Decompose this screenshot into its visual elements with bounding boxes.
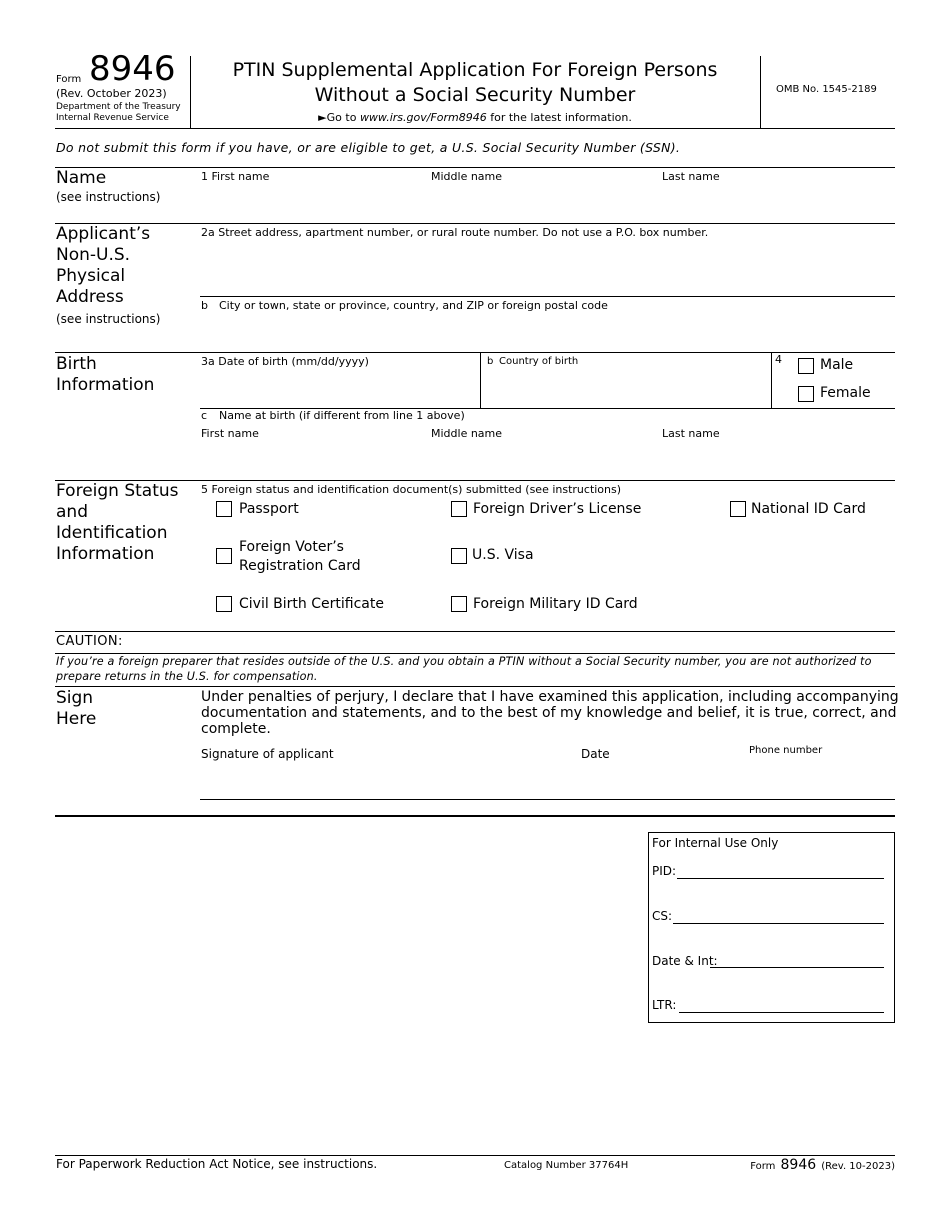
irs-url-link[interactable]: www.irs.gov/Form8946 [359, 111, 487, 124]
form-title-line2: Without a Social Security Number [314, 84, 636, 106]
internal-use-title: For Internal Use Only [652, 836, 779, 850]
declaration-line2: documentation and statements, and to the best of my knowledge and belief, it is true, correct, and [201, 705, 897, 721]
form-title [191, 58, 759, 108]
cs-input[interactable] [675, 906, 882, 922]
signature-line [200, 799, 895, 800]
declaration-line1: Under penalties of perjury, I declare that I have examined this application, including accompanying [201, 689, 899, 705]
notice-bottom-rule [55, 167, 895, 168]
last-name-label: Last name [662, 170, 720, 183]
address-title-line1: Applicant’s [56, 224, 151, 244]
us-visa-checkbox[interactable] [451, 548, 467, 564]
date-int-label: Date & Int: [652, 954, 718, 968]
female-checkbox[interactable] [798, 386, 814, 402]
phone-number-input[interactable] [749, 765, 891, 797]
first-name-input[interactable] [201, 190, 421, 218]
form-number: 8946 [89, 49, 176, 89]
cs-label: CS: [652, 909, 673, 923]
irs-line: Internal Revenue Service [56, 113, 169, 123]
arrow-right-icon: ► [318, 111, 327, 124]
foreign-title-line4: Information [56, 544, 155, 564]
ltr-label: LTR: [652, 998, 677, 1012]
foreign-section-title [56, 481, 179, 565]
gender-divider [771, 352, 772, 408]
internal-use-box [648, 832, 895, 1023]
middle-name-input[interactable] [431, 190, 651, 218]
passport-checkbox[interactable] [216, 501, 232, 517]
address-section-title [56, 224, 150, 308]
voter-card-label-line1: Foreign Voter’s [239, 539, 344, 555]
footer-form-number: 8946 [780, 1157, 817, 1173]
omb-number: OMB No. 1545-2189 [776, 84, 877, 95]
dob-label: 3a Date of birth (mm/dd/yyyy) [201, 355, 369, 368]
gender-line-number: 4 [775, 353, 782, 366]
date-int-line [710, 967, 884, 968]
goto-instruction [191, 111, 759, 124]
catalog-number: Catalog Number 37764H [504, 1160, 629, 1171]
footer-form-word: Form [750, 1161, 776, 1172]
street-address-input[interactable] [201, 246, 891, 290]
sign-bottom-rule [55, 815, 895, 817]
signature-input[interactable] [201, 765, 571, 797]
caution-title: CAUTION: [56, 634, 123, 649]
sign-title-line2: Here [56, 709, 97, 729]
ltr-input[interactable] [681, 995, 882, 1011]
date-int-input[interactable] [712, 950, 882, 966]
birth-certificate-label: Civil Birth Certificate [239, 596, 384, 612]
caution-text-line1: If you’re a foreign preparer that resides outside of the U.S. and you obtain a PTIN without a Social Security number, you are not authorized to [56, 655, 872, 668]
voter-card-label-line2: Registration Card [239, 558, 361, 574]
foreign-docs-label: 5 Foreign status and identification document(s) submitted (see instructions) [201, 483, 622, 496]
address-title-line3: Physical [56, 266, 126, 286]
date-label: Date [581, 747, 610, 761]
header-bottom-rule [55, 128, 895, 129]
birth-title-line2: Information [56, 375, 155, 395]
last-name-input[interactable] [662, 190, 892, 218]
street-bottom-rule [200, 296, 895, 297]
birthname-letter: c [201, 409, 208, 422]
city-label-letter: b [201, 299, 208, 312]
footer-revision: (Rev. 10-2023) [821, 1161, 895, 1172]
header-divider-right [760, 56, 761, 128]
perjury-declaration [201, 689, 899, 737]
address-bottom-rule [55, 352, 895, 353]
birth-first-name-input[interactable] [201, 446, 421, 474]
male-checkbox[interactable] [798, 358, 814, 374]
national-id-checkbox[interactable] [730, 501, 746, 517]
birth-middle-name-input[interactable] [431, 446, 651, 474]
middle-name-label: Middle name [431, 170, 503, 183]
first-name-label: 1 First name [201, 170, 270, 183]
national-id-label: National ID Card [751, 501, 866, 517]
drivers-license-label: Foreign Driver’s License [473, 501, 642, 517]
dob-input[interactable] [201, 374, 473, 404]
foreign-title-line1: Foreign Status [56, 481, 179, 501]
birth-section-title [56, 354, 154, 396]
drivers-license-checkbox[interactable] [451, 501, 467, 517]
birth-last-name-input[interactable] [662, 446, 892, 474]
form-word: Form [56, 74, 82, 85]
foreign-title-line2: and [56, 502, 88, 522]
birth-middle-name-label: Middle name [431, 427, 503, 440]
country-of-birth-label: Country of birth [499, 356, 579, 367]
name-bottom-rule [55, 223, 895, 224]
name-section-title: Name [56, 168, 107, 188]
military-id-checkbox[interactable] [451, 596, 467, 612]
caution-text-line2: prepare returns in the U.S. for compensation. [56, 670, 318, 683]
address-title-line2: Non-U.S. [56, 245, 131, 265]
paperwork-notice: For Paperwork Reduction Act Notice, see instructions. [56, 1157, 378, 1171]
name-section-subtitle: (see instructions) [56, 190, 161, 204]
pid-input[interactable] [679, 861, 882, 877]
birth-bottom-rule [55, 480, 895, 481]
country-of-birth-input[interactable] [487, 374, 765, 404]
sign-section-title [56, 688, 96, 730]
ltr-line [679, 1012, 884, 1013]
birth-title-line1: Birth [56, 354, 97, 374]
address-title-line4: Address [56, 287, 124, 307]
foreign-bottom-rule [55, 631, 895, 632]
street-address-label: 2a Street address, apartment number, or rural route number. Do not use a P.O. box number. [201, 226, 709, 239]
foreign-title-line3: Identification [56, 523, 168, 543]
birth-last-name-label: Last name [662, 427, 720, 440]
birthname-label: Name at birth (if different from line 1 above) [219, 409, 465, 422]
pid-line [677, 878, 884, 879]
voter-card-checkbox[interactable] [216, 548, 232, 564]
voter-card-label [239, 538, 361, 576]
female-label: Female [820, 385, 871, 401]
footer-form-id [700, 1154, 895, 1173]
form-title-line1: PTIN Supplemental Application For Foreign Persons [232, 59, 718, 81]
ssn-notice: Do not submit this form if you have, or are eligible to get, a U.S. Social Security Number (SSN). [56, 140, 681, 155]
pid-label: PID: [652, 864, 677, 878]
declaration-line3: complete. [201, 721, 271, 737]
cs-line [673, 923, 884, 924]
caution-bottom-rule [55, 686, 895, 687]
address-section-subtitle: (see instructions) [56, 312, 161, 326]
country-letter: b [487, 356, 494, 367]
phone-label: Phone number [749, 745, 823, 756]
sign-date-input[interactable] [581, 765, 741, 797]
us-visa-label: U.S. Visa [472, 547, 534, 563]
form-revision: (Rev. October 2023) [56, 87, 167, 100]
city-state-postal-input[interactable] [201, 318, 891, 348]
goto-suffix: for the latest information. [486, 111, 632, 124]
military-id-label: Foreign Military ID Card [473, 596, 638, 612]
goto-prefix: Go to [326, 111, 360, 124]
dob-divider [480, 352, 481, 408]
city-label: City or town, state or province, country, and ZIP or foreign postal code [219, 299, 608, 312]
sign-title-line1: Sign [56, 688, 94, 708]
signature-label: Signature of applicant [201, 747, 334, 761]
department-line: Department of the Treasury [56, 102, 181, 112]
birth-certificate-checkbox[interactable] [216, 596, 232, 612]
birth-first-name-label: First name [201, 427, 259, 440]
caution-text [56, 654, 896, 684]
passport-label: Passport [239, 501, 299, 517]
male-label: Male [820, 357, 854, 373]
